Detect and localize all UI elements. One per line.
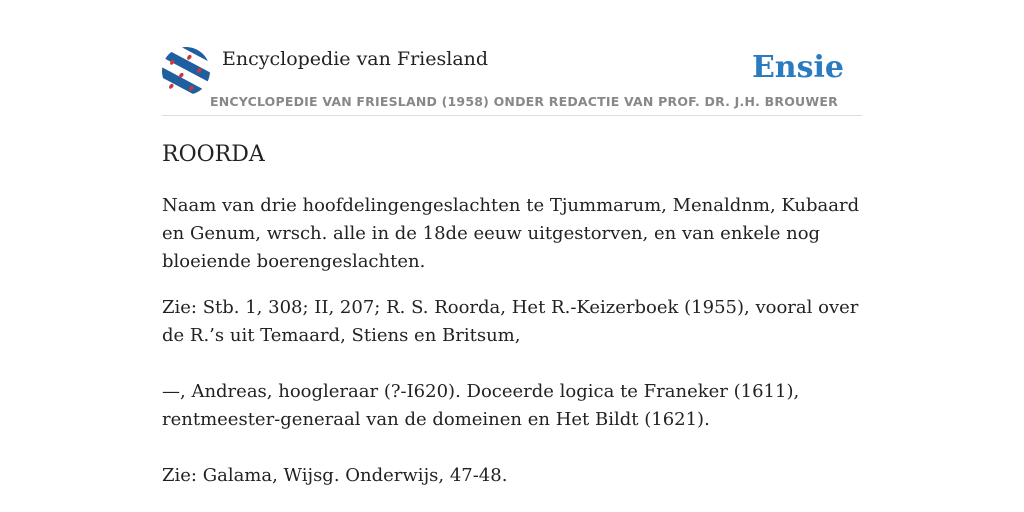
entry-title: ROORDA [162,142,265,167]
site-title-link[interactable]: Encyclopedie van Friesland [222,48,489,70]
ensie-brand-link[interactable]: Ensie [751,50,844,85]
entry-paragraph: —, Andreas, hoogleraar (?-I620). Doceerde logica te Franeker (1611), rentmeester-generaal van de domeinen en Het Bildt (1621). [162,381,800,430]
entry-paragraph: Naam van drie hoofdelingengeslachten te Tjummarum, Menaldnm, Kubaard en Genum, wrsch. alle in de 18de eeuw uitgestorven, en van enkele nog bloeiende boerengeslachten. [162,195,860,272]
entry-paragraph: Zie: Galama, Wijsg. Onderwijs, 47-48. [162,465,508,486]
site-subtitle: ENCYCLOPEDIE VAN FRIESLAND (1958) ONDER REDACTIE VAN PROF. DR. J.H. BROUWER [210,94,838,109]
site-header [162,44,862,116]
entry-content [162,140,862,490]
entry-paragraph: Zie: Stb. 1, 308; II, 207; R. S. Roorda, Het R.-Keizerboek (1955), vooral over de R.’s uit Temaard, Stiens en Britsum, [162,297,859,346]
frisian-flag-logo-icon[interactable] [162,47,210,95]
